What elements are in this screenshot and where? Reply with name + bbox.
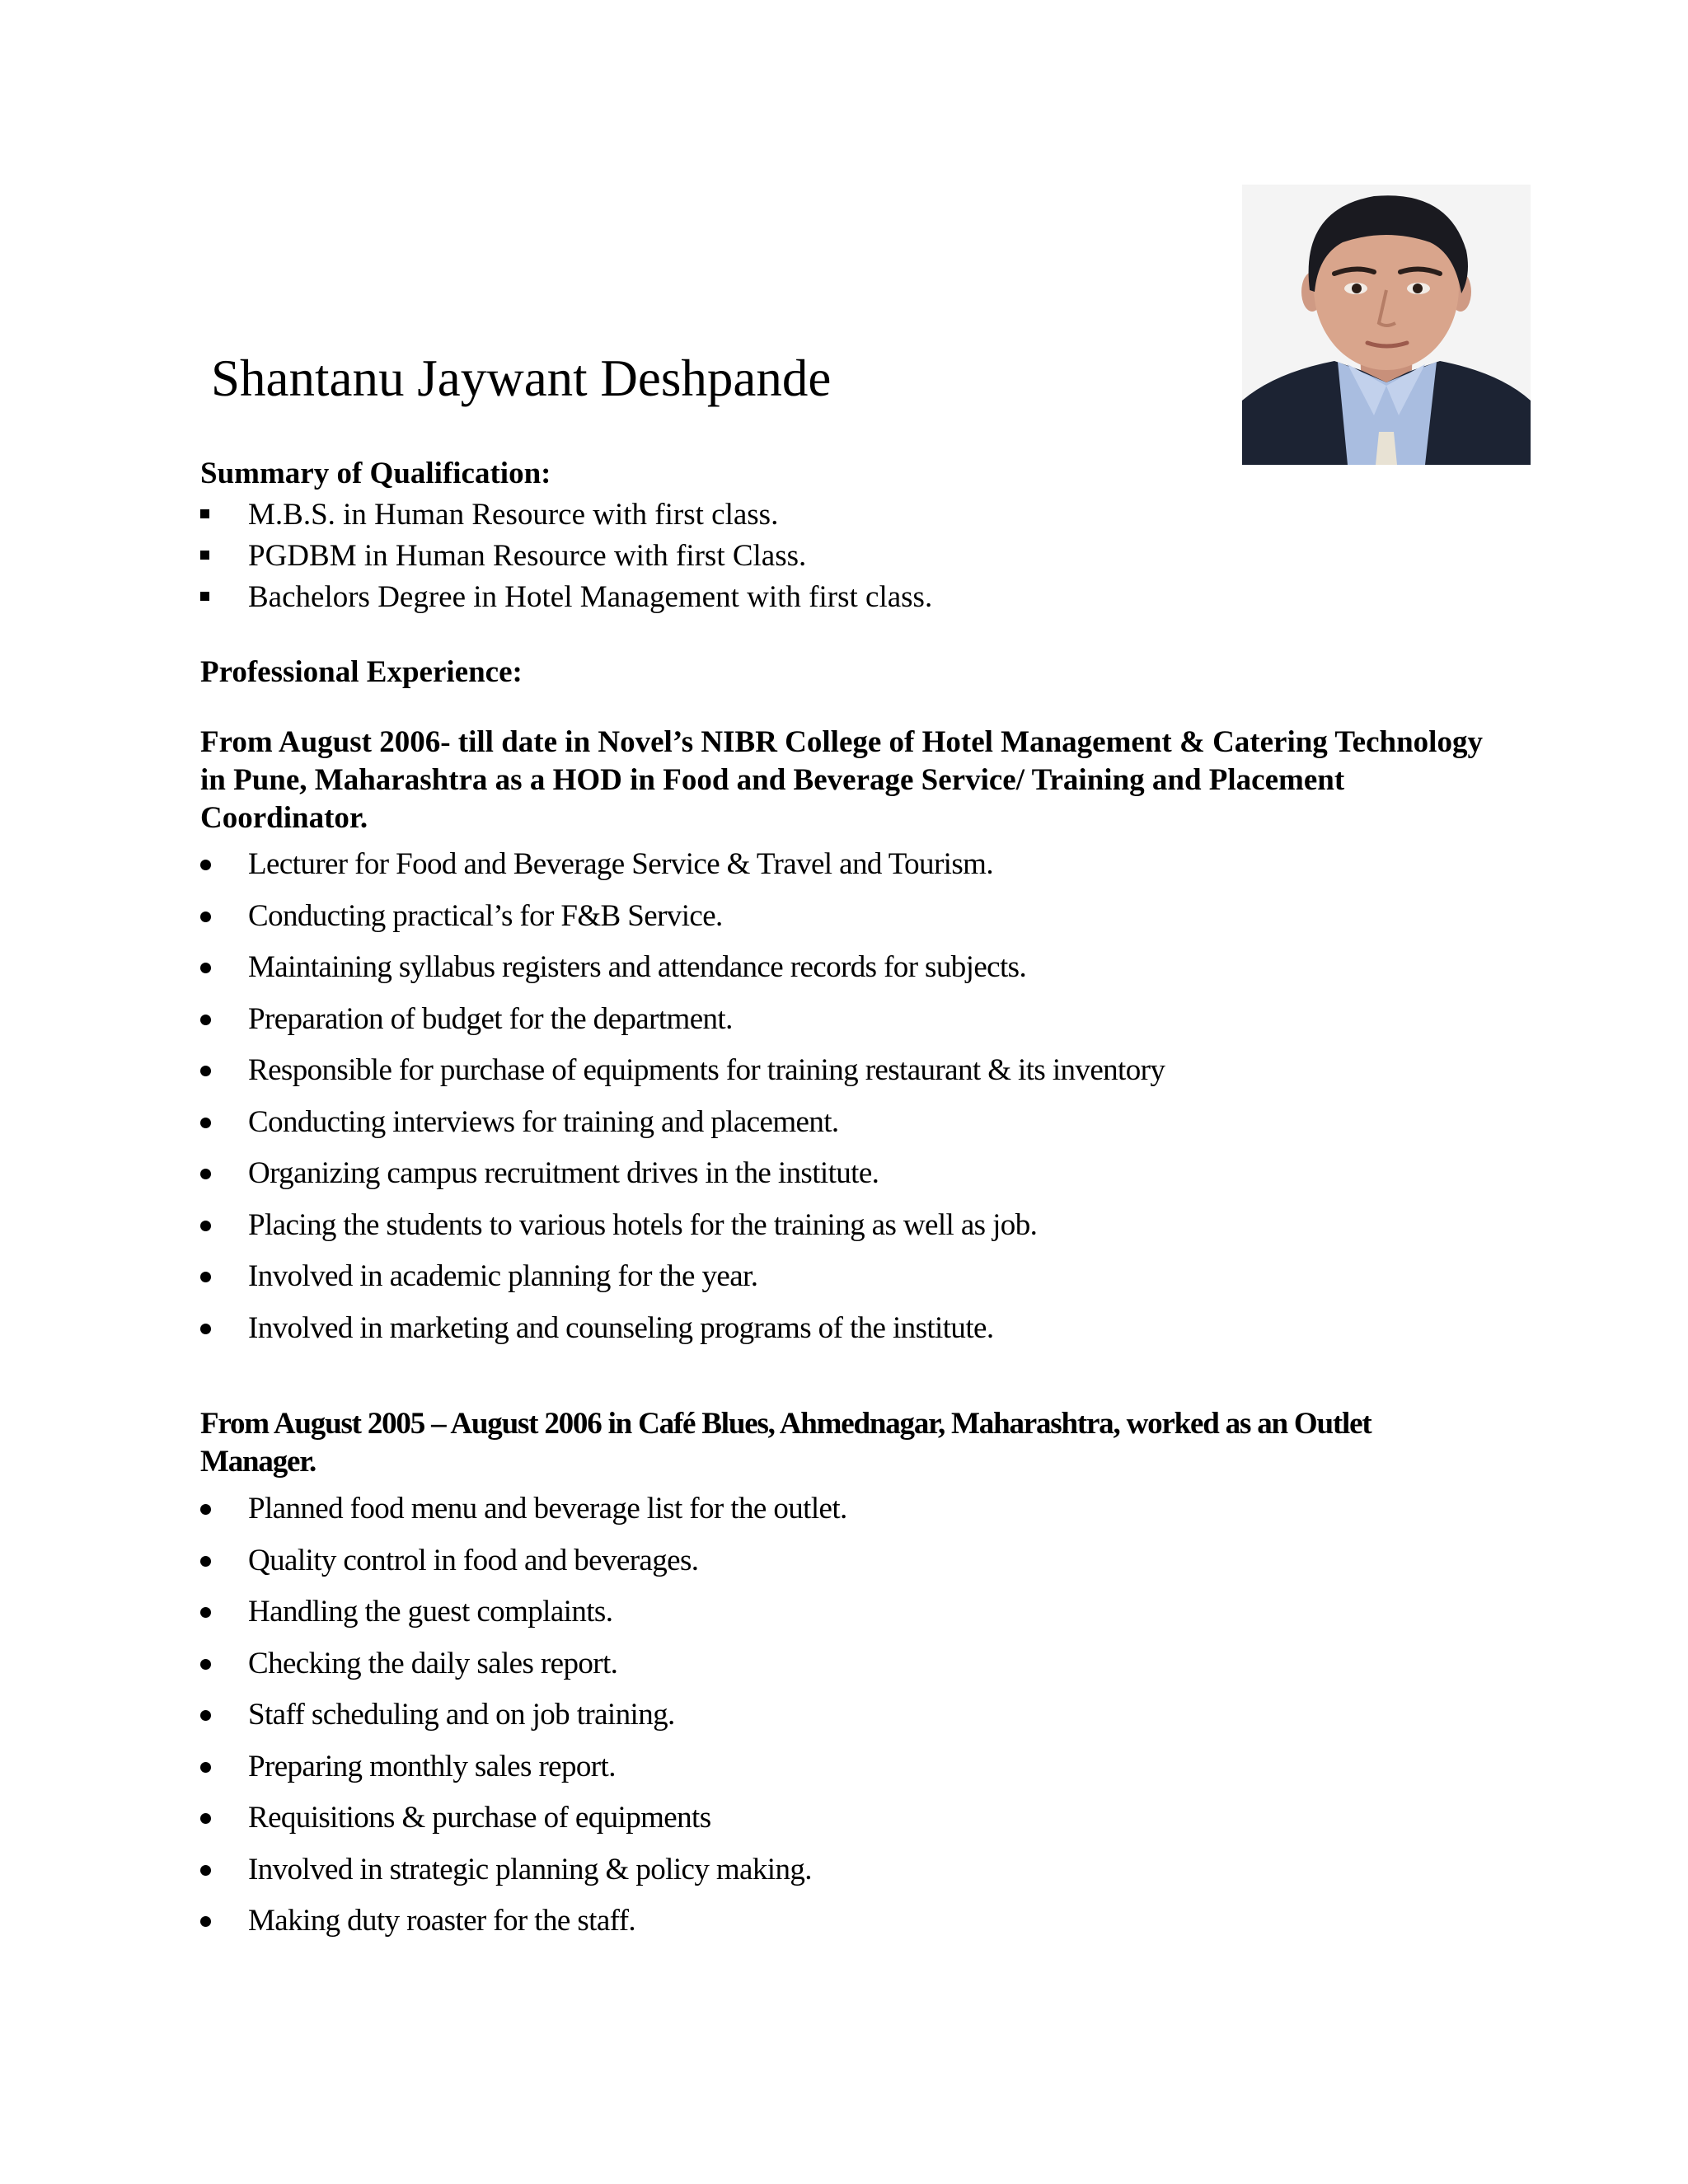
qualification-text: M.B.S. in Human Resource with first class. — [248, 498, 779, 532]
duty-text: Involved in academic planning for the year. — [248, 1259, 758, 1293]
bullet-icon — [200, 1659, 211, 1670]
job-title: From August 2006- till date in Novel’s NIBR College of Hotel Management & Catering Technology in Pune, Maharashtra as a HOD in Food and Beverage Service/ Training and Placement Coordinator. — [200, 725, 1483, 835]
qualification-list — [200, 494, 932, 618]
experience-heading: Professional Experience: — [200, 655, 523, 689]
list-item — [200, 1155, 1165, 1207]
summary-heading: Summary of Qualification: — [200, 457, 551, 490]
list-item — [200, 1542, 847, 1594]
bullet-icon — [200, 1066, 211, 1076]
duty-text: Checking the daily sales report. — [248, 1646, 618, 1680]
list-item — [200, 1645, 847, 1697]
duty-text: Lecturer for Food and Beverage Service & Travel and Tourism. — [248, 847, 993, 881]
duty-text: Preparing monthly sales report. — [248, 1749, 616, 1783]
list-item — [200, 949, 1165, 1001]
job-duties-list — [200, 1490, 847, 1954]
bullet-icon — [200, 963, 211, 973]
bullet-icon — [200, 1504, 211, 1515]
list-item — [200, 1104, 1165, 1155]
duty-text: Making duty roaster for the staff. — [248, 1904, 636, 1938]
duty-text: Staff scheduling and on job training. — [248, 1698, 675, 1732]
bullet-icon — [200, 1916, 211, 1927]
bullet-icon — [200, 1865, 211, 1876]
duty-text: Conducting practical’s for F&B Service. — [248, 898, 723, 933]
duty-text: Involved in marketing and counseling programs of the institute. — [248, 1310, 994, 1345]
square-bullet-icon — [200, 592, 209, 601]
job-title: From August 2005 – August 2006 in Café Blues, Ahmednagar, Maharashtra, worked as an Outlet Manager. — [200, 1407, 1372, 1479]
duty-text: Responsible for purchase of equipments for training restaurant & its inventory — [248, 1053, 1165, 1087]
bullet-icon — [200, 912, 211, 922]
bullet-icon — [200, 1762, 211, 1773]
list-item — [200, 577, 932, 618]
square-bullet-icon — [200, 551, 209, 560]
duty-text: Requisitions & purchase of equipments — [248, 1801, 711, 1835]
list-item — [200, 1207, 1165, 1258]
list-item — [200, 846, 1165, 898]
qualification-text: PGDBM in Human Resource with first Class. — [248, 539, 807, 573]
list-item — [200, 1799, 847, 1851]
duty-text: Quality control in food and beverages. — [248, 1543, 699, 1577]
bullet-icon — [200, 1813, 211, 1824]
bullet-icon — [200, 1221, 211, 1231]
duty-text: Placing the students to various hotels for the training as well as job. — [248, 1207, 1038, 1242]
bullet-icon — [200, 1118, 211, 1128]
duty-text: Involved in strategic planning & policy making. — [248, 1852, 812, 1886]
qualification-text: Bachelors Degree in Hotel Management with first class. — [248, 580, 933, 614]
duty-text: Organizing campus recruitment drives in the institute. — [248, 1156, 879, 1190]
list-item — [200, 494, 932, 536]
list-item — [200, 1490, 847, 1542]
duty-text: Planned food menu and beverage list for the outlet. — [248, 1492, 847, 1526]
duty-text: Maintaining syllabus registers and attendance records for subjects. — [248, 950, 1027, 984]
candidate-name: Shantanu Jaywant Deshpande — [211, 349, 832, 407]
list-item — [200, 1593, 847, 1645]
list-item — [200, 1052, 1165, 1104]
list-item — [200, 1001, 1165, 1052]
list-item — [200, 1902, 847, 1954]
bullet-icon — [200, 1556, 211, 1567]
list-item — [200, 1851, 847, 1903]
duty-text: Conducting interviews for training and placement. — [248, 1104, 839, 1139]
list-item — [200, 1258, 1165, 1310]
bullet-icon — [200, 1169, 211, 1179]
list-item — [200, 536, 932, 577]
list-item — [200, 898, 1165, 949]
bullet-icon — [200, 1272, 211, 1282]
list-item — [200, 1748, 847, 1800]
bullet-icon — [200, 1710, 211, 1721]
job-duties-list — [200, 846, 1165, 1361]
list-item — [200, 1696, 847, 1748]
list-item — [200, 1310, 1165, 1361]
duty-text: Handling the guest complaints. — [248, 1595, 613, 1629]
duty-text: Preparation of budget for the department. — [248, 1001, 733, 1036]
square-bullet-icon — [200, 509, 209, 518]
profile-photo — [1242, 185, 1531, 465]
bullet-icon — [200, 860, 211, 870]
bullet-icon — [200, 1607, 211, 1618]
bullet-icon — [200, 1324, 211, 1334]
bullet-icon — [200, 1015, 211, 1025]
